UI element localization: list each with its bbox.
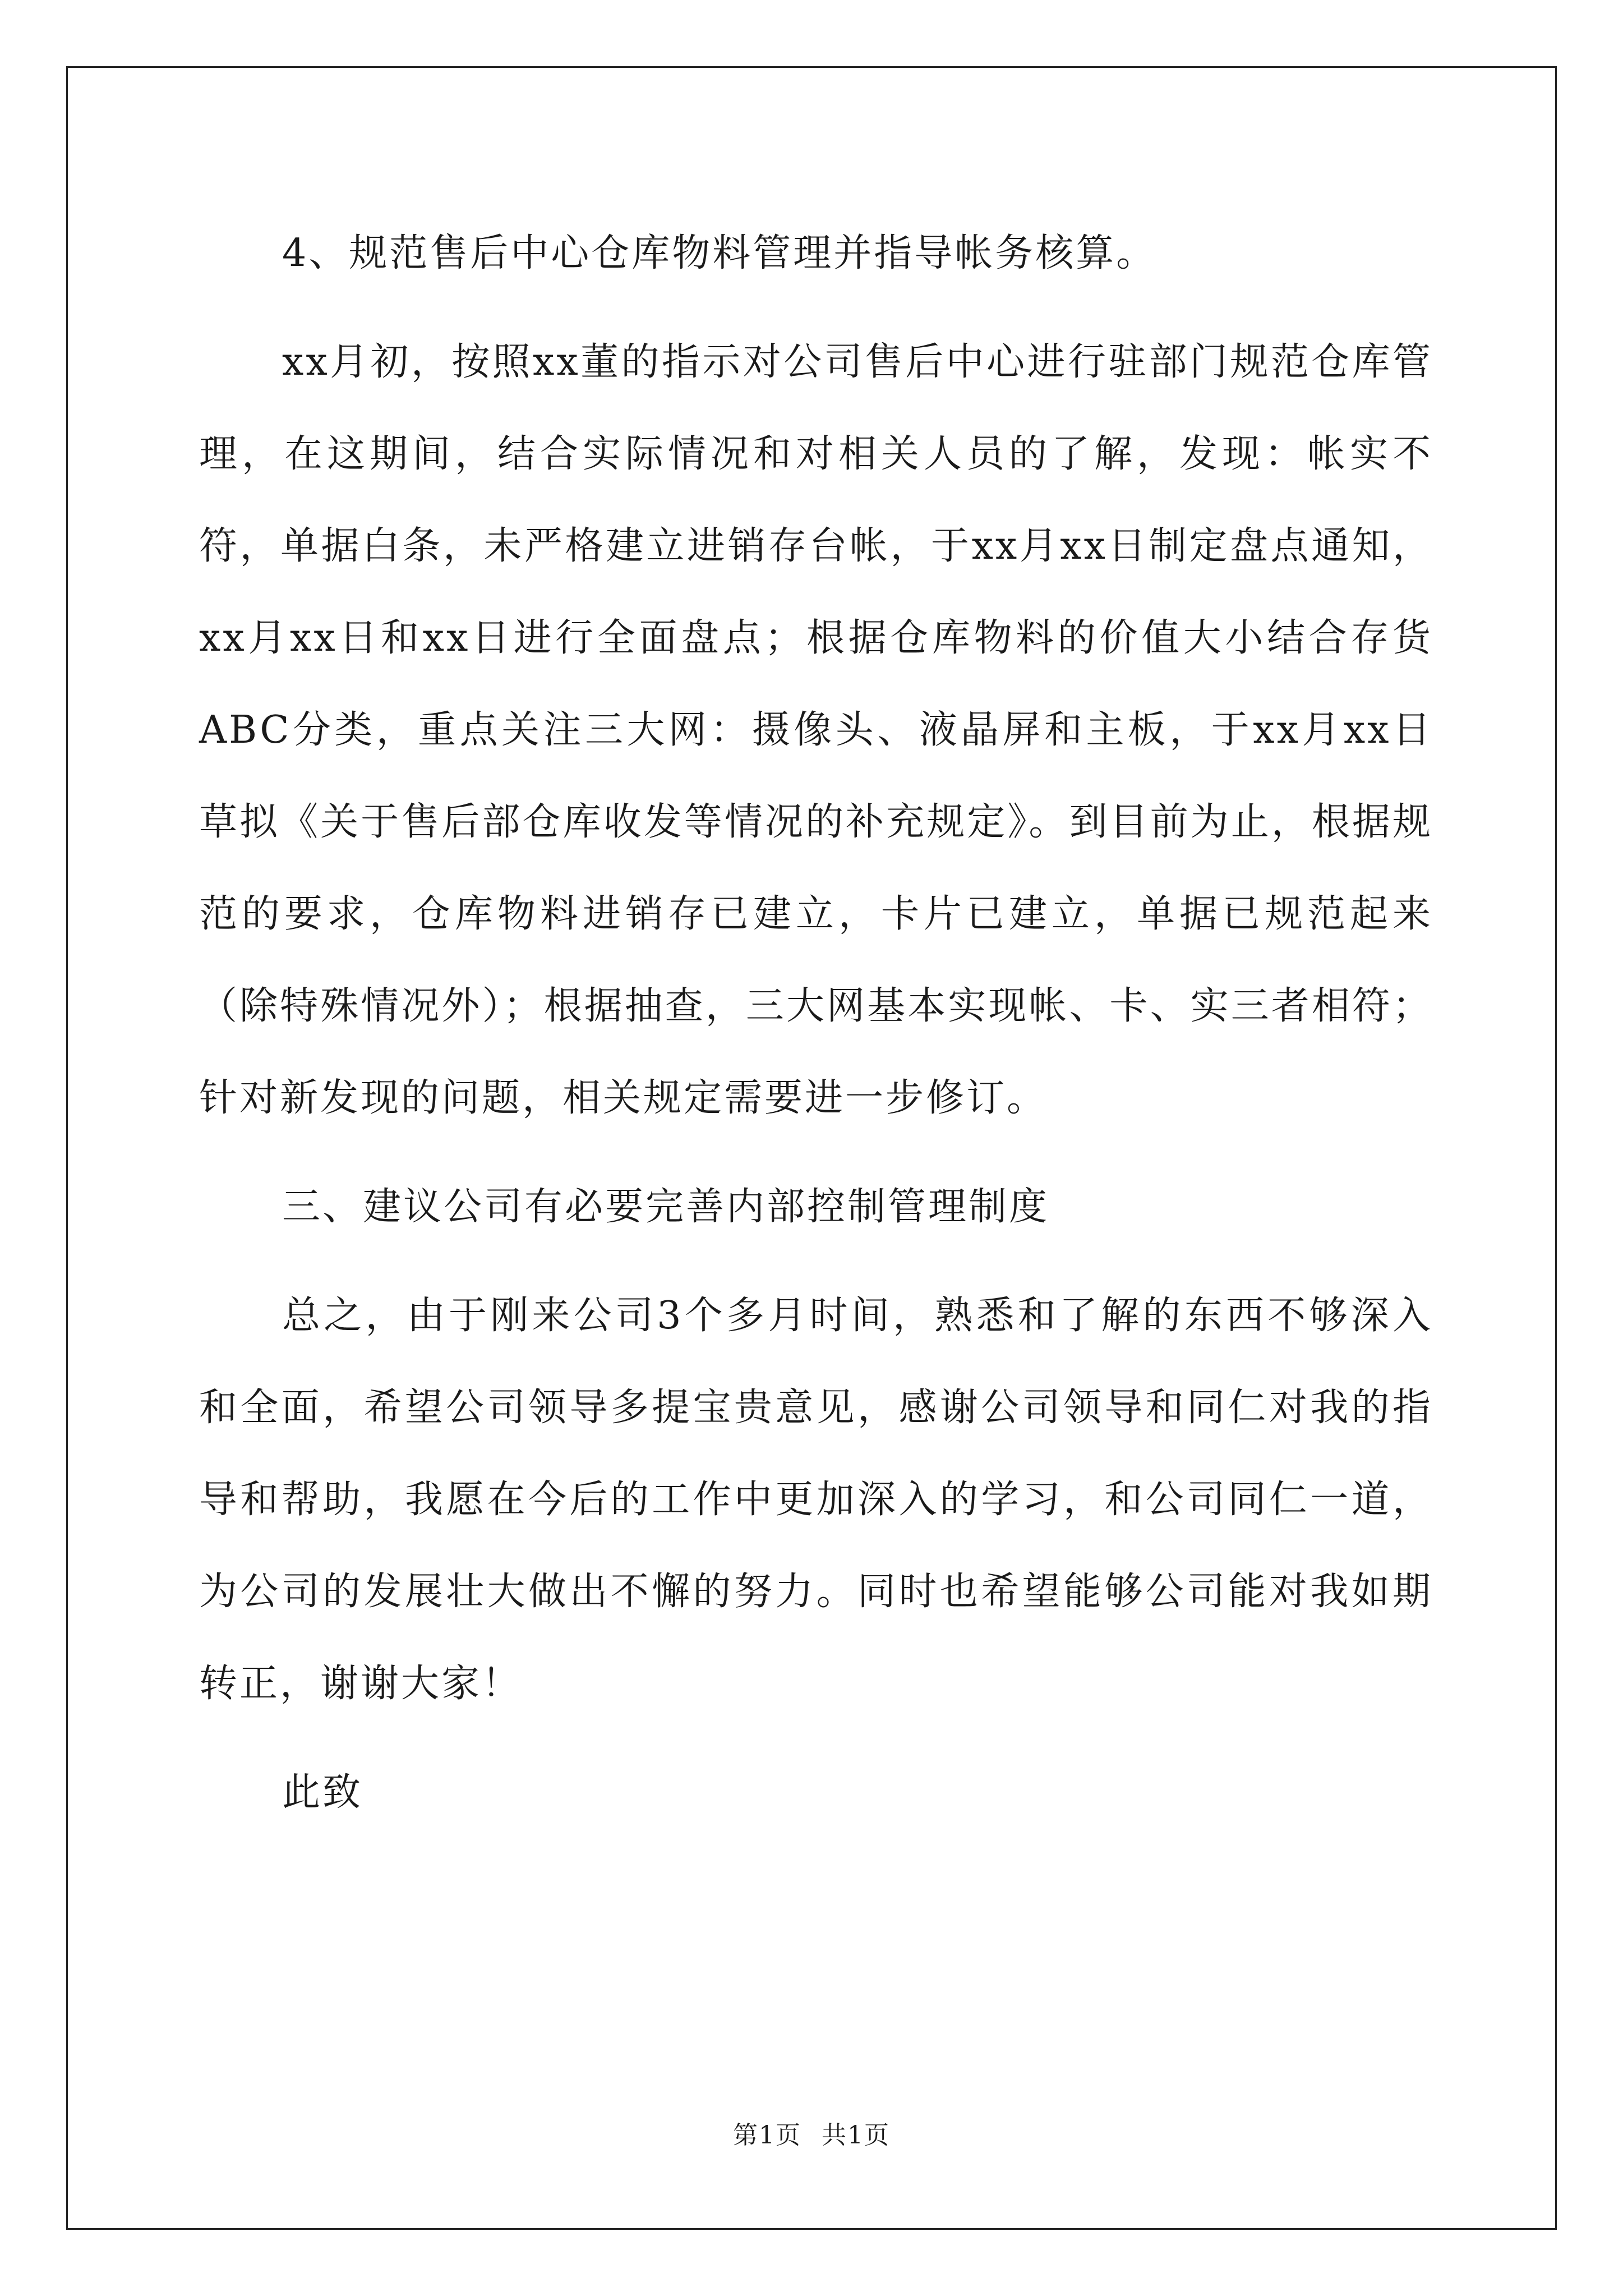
page-footer — [0, 2115, 1623, 2151]
page-number-total: 共1页 — [822, 2121, 890, 2150]
page-number-current: 第1页 — [733, 2121, 801, 2150]
paragraph-conclusion: 总之，由于刚来公司3个多月时间，熟悉和了解的东西不够深入和全面，希望公司领导多提宝贵意见，感谢公司领导和同仁对我的指导和帮助，我愿在今后的工作中更加深入的学习，和公司同仁一道，为公司的发展壮大做出不懈的努力。同时也希望能够公司能对我如期转正，谢谢大家！ — [199, 1294, 1433, 1706]
closing-salutation: 此致 — [282, 1770, 363, 1815]
paragraph-warehouse-management: xx月初，按照xx董的指示对公司售后中心进行驻部门规范仓库管理，在这期间，结合实际情况和对相关人员的了解，发现：帐实不符，单据白条，未严格建立进销存台帐，于xx月xx日制定盘点通知，xx月xx日和xx日进行全面盘点；根据仓库物料的价值大小结合存货ABC分类，重点关注三大网：摄像头、液晶屏和主板，于xx月xx日草拟《关于售后部仓库收发等情况的补充规定》。到目前为止，根据规范的要求，仓库物料进销存已建立，卡片已建立，单据已规范起来（除特殊情况外）；根据抽查，三大网基本实现帐、卡、实三者相符；针对新发现的问题，相关规定需要进一步修订。 — [199, 340, 1433, 1120]
document-body — [199, 208, 1433, 1839]
section-heading-suggestion: 三、建议公司有必要完善内部控制管理制度 — [282, 1185, 1050, 1229]
paragraph-item-4: 4、规范售后中心仓库物料管理并指导帐务核算。 — [282, 231, 1157, 275]
